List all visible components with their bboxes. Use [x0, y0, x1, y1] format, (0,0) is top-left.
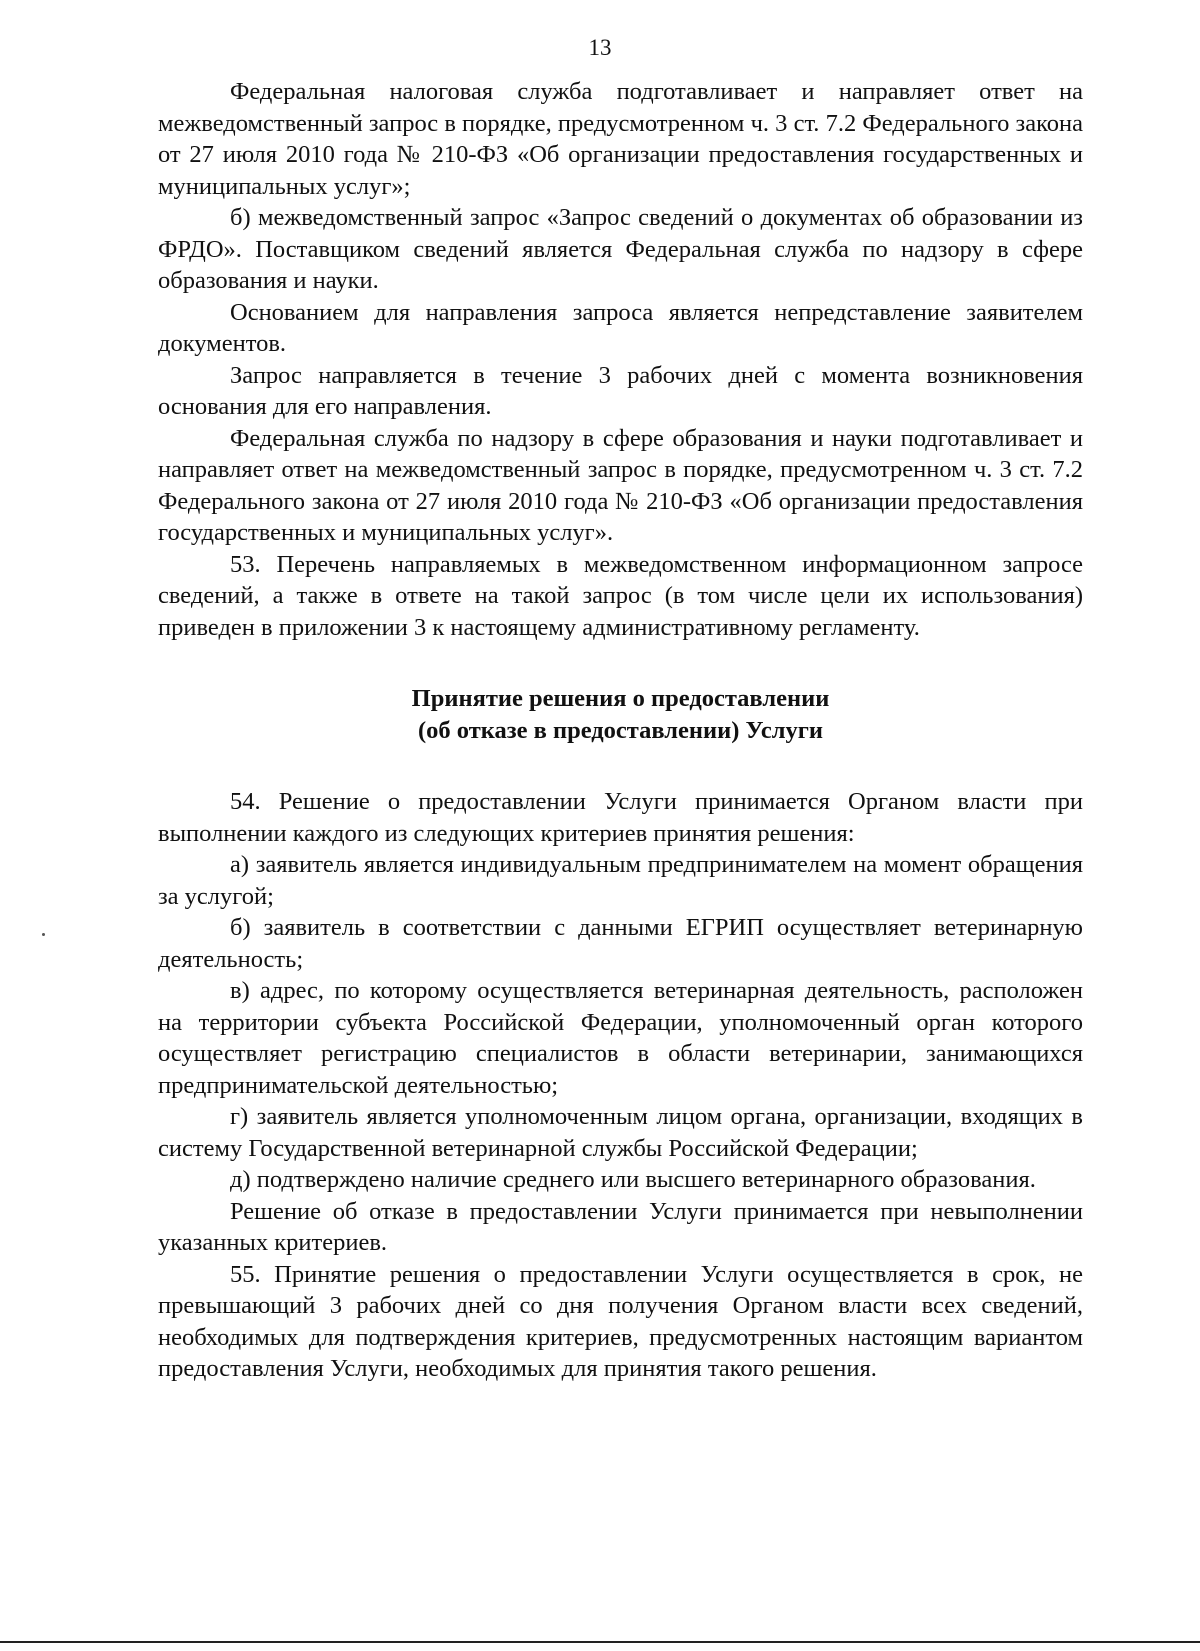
bottom-rule: [0, 1641, 1200, 1643]
paragraph-refusal: Решение об отказе в предоставлении Услуги принимается при невыполнении указанных критериев.: [158, 1197, 1083, 1256]
page-number: 13: [588, 35, 612, 60]
paragraph-fns-response: Федеральная налоговая служба подготавливает и направляет ответ на межведомственный запрос в порядке, предусмотренном ч. 3 ст. 7.2 Федерального закона от 27 июля 2010 года № 210-ФЗ «Об организации предоставления государственных и муниципальных услуг»;: [158, 78, 1083, 200]
section-heading: [158, 683, 1083, 746]
criterion-b: б) заявитель в соответствии с данными ЕГРИП осуществляет ветеринарную деятельность;: [158, 914, 1083, 973]
criterion-d: д) подтверждено наличие среднего или высшего ветеринарного образования.: [230, 1166, 1036, 1193]
criterion-g: г) заявитель является уполномоченным лицом органа, организации, входящих в систему Государственной ветеринарной службы Российской Федерации;: [158, 1103, 1083, 1162]
paragraph-rosobrnadzor-response: Федеральная служба по надзору в сфере образования и науки подготавливает и направляет ответ на межведомственный запрос в порядке, предусмотренном ч. 3 ст. 7.2 Федерального закона от 27 июля 2010 года № 210-ФЗ «Об организации предоставления государственных и муниципальных услуг».: [158, 424, 1083, 546]
paragraph-53: 53. Перечень направляемых в межведомственном информационном запросе сведений, а также в ответе на такой запрос (в том числе цели их использования) приведен в приложении 3 к настоящему административному регламенту.: [158, 550, 1083, 641]
section-heading-line-2: (об отказе в предоставлении) Услуги: [418, 716, 823, 744]
paragraph-frdo-request: б) межведомственный запрос «Запрос сведений о документах об образовании из ФРДО». Поставщиком сведений является Федеральная служба по надзору в сфере образования и науки.: [158, 204, 1083, 294]
paragraph-54: 54. Решение о предоставлении Услуги принимается Органом власти при выполнении каждого из следующих критериев принятия решения:: [158, 788, 1083, 847]
scan-speck: [42, 933, 45, 936]
document-body: [158, 76, 1083, 1385]
section-heading-line-1: Принятие решения о предоставлении: [411, 685, 830, 712]
paragraph-55: 55. Принятие решения о предоставлении Услуги осуществляется в срок, не превышающий 3 рабочих дней со дня получения Органом власти всех сведений, необходимых для подтверждения критериев, предусмотренных настоящим вариантом предоставления Услуги, необходимых для принятия такого решения.: [158, 1260, 1083, 1382]
criterion-v: в) адрес, по которому осуществляется ветеринарная деятельность, расположен на территории субъекта Российской Федерации, уполномоченный орган которого осуществляет регистрацию специалистов в области ветеринарии, занимающихся предпринимательской деятельностью;: [158, 977, 1083, 1099]
paragraph-request-basis: Основанием для направления запроса является непредставление заявителем документов.: [158, 298, 1083, 357]
paragraph-request-term: Запрос направляется в течение 3 рабочих дней с момента возникновения основания для его направления.: [158, 361, 1083, 420]
criterion-a: а) заявитель является индивидуальным предпринимателем на момент обращения за услугой;: [158, 851, 1083, 910]
